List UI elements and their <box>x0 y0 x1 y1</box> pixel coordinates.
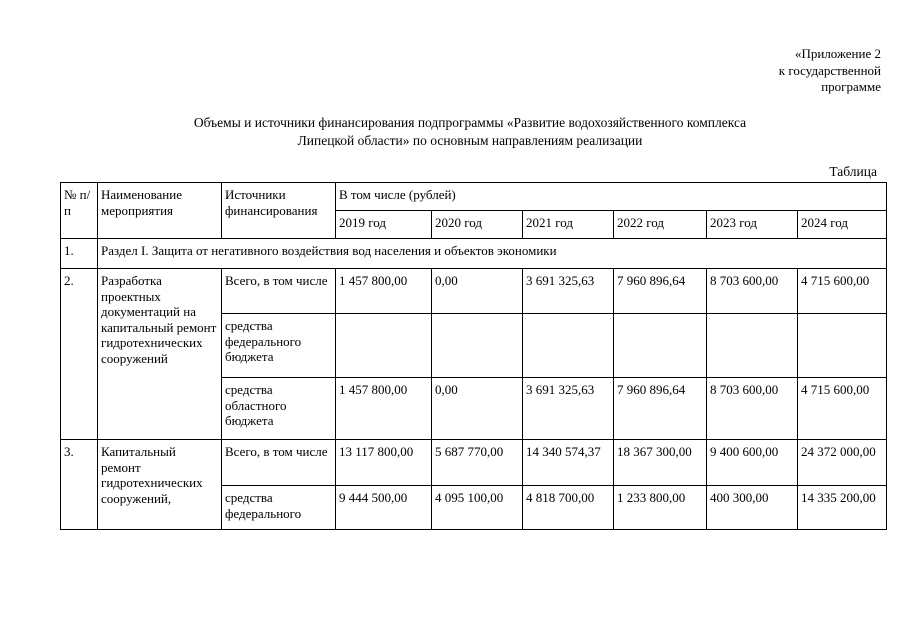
title-line-1: Объемы и источники финансирования подпрограммы «Развитие водохозяйственного комплекса <box>193 115 747 130</box>
row-value: 8 703 600,00 <box>707 269 798 314</box>
row-value: 3 691 325,63 <box>523 269 614 314</box>
row-value <box>432 314 523 378</box>
header-year: 2023 год <box>707 211 798 239</box>
header-year: 2021 год <box>523 211 614 239</box>
financing-table <box>60 182 887 530</box>
row-value <box>614 314 707 378</box>
row-value <box>523 314 614 378</box>
section-title: Раздел I. Защита от негативного воздействия вод населения и объектов экономики <box>98 239 887 269</box>
header-num: № п/п <box>61 183 98 239</box>
section-num: 1. <box>61 239 98 269</box>
row-name: Капитальный ремонт гидротехнических сооружений, <box>98 440 222 530</box>
row-value: 0,00 <box>432 269 523 314</box>
row-source: средства федерального <box>222 486 336 530</box>
row-value: 0,00 <box>432 378 523 440</box>
table-row <box>61 440 887 486</box>
header-row <box>61 183 887 211</box>
row-value: 24 372 000,00 <box>798 440 887 486</box>
row-value: 400 300,00 <box>707 486 798 530</box>
row-value: 1 233 800,00 <box>614 486 707 530</box>
appendix-line-3: программе <box>821 79 881 94</box>
row-value: 9 444 500,00 <box>336 486 432 530</box>
row-value <box>336 314 432 378</box>
row-value: 13 117 800,00 <box>336 440 432 486</box>
row-value: 7 960 896,64 <box>614 378 707 440</box>
header-group: В том числе (рублей) <box>336 183 887 211</box>
row-num: 2. <box>61 269 98 440</box>
row-value: 4 715 600,00 <box>798 269 887 314</box>
appendix-note <box>641 46 881 96</box>
row-num: 3. <box>61 440 98 530</box>
row-value: 1 457 800,00 <box>336 378 432 440</box>
appendix-line-2: к государственной <box>778 62 881 78</box>
row-value: 9 400 600,00 <box>707 440 798 486</box>
row-value: 4 095 100,00 <box>432 486 523 530</box>
table-row <box>61 269 887 314</box>
header-year: 2020 год <box>432 211 523 239</box>
appendix-line-1: «Приложение 2 <box>794 46 881 61</box>
header-year: 2024 год <box>798 211 887 239</box>
row-value <box>798 314 887 378</box>
row-value: 8 703 600,00 <box>707 378 798 440</box>
section-row <box>61 239 887 269</box>
row-value: 4 818 700,00 <box>523 486 614 530</box>
row-source: Всего, в том числе <box>222 440 336 486</box>
row-name: Разработка проектных документаций на капитальный ремонт гидротехнических сооружений <box>98 269 222 440</box>
header-year: 2022 год <box>614 211 707 239</box>
row-value: 7 960 896,64 <box>614 269 707 314</box>
row-value <box>707 314 798 378</box>
document-title <box>90 114 850 150</box>
row-value: 14 335 200,00 <box>798 486 887 530</box>
row-source: средства областного бюджета <box>222 378 336 440</box>
row-source: Всего, в том числе <box>222 269 336 314</box>
row-value: 14 340 574,37 <box>523 440 614 486</box>
header-year: 2019 год <box>336 211 432 239</box>
row-value: 1 457 800,00 <box>336 269 432 314</box>
row-value: 5 687 770,00 <box>432 440 523 486</box>
row-value: 3 691 325,63 <box>523 378 614 440</box>
row-source: средства федерального бюджета <box>222 314 336 378</box>
title-line-2: Липецкой области» по основным направлениям реализации <box>297 133 643 148</box>
header-source: Источники финансирования <box>222 183 336 239</box>
header-name: Наименование мероприятия <box>98 183 222 239</box>
row-value: 18 367 300,00 <box>614 440 707 486</box>
row-value: 4 715 600,00 <box>798 378 887 440</box>
table-caption: Таблица <box>829 164 877 179</box>
